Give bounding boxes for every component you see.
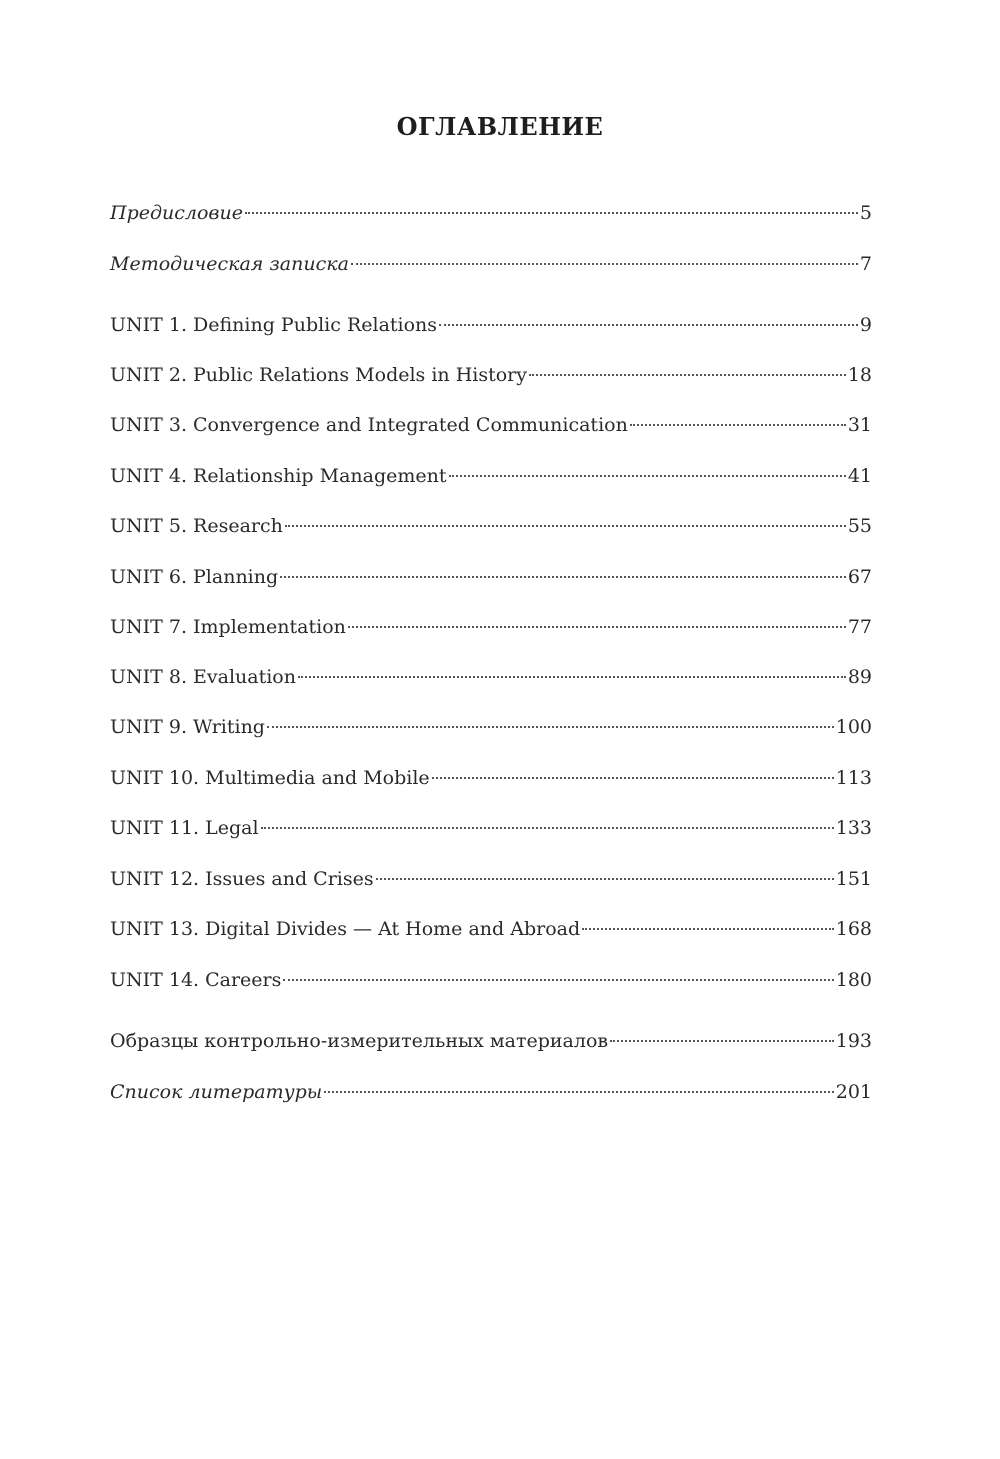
dot-leader bbox=[376, 878, 834, 880]
toc-entry-label: UNIT 11. Legal bbox=[110, 817, 259, 839]
toc-entry-page: 55 bbox=[847, 515, 872, 537]
toc-entry-unit-8[interactable] bbox=[110, 663, 872, 691]
toc-entry-label: UNIT 14. Careers bbox=[110, 969, 282, 991]
toc-entry-unit-10[interactable] bbox=[110, 764, 872, 792]
toc-entry-page: 77 bbox=[847, 616, 872, 638]
toc-entry-page: 89 bbox=[847, 666, 872, 688]
toc-entry-unit-11[interactable] bbox=[110, 814, 872, 842]
page-title: ОГЛАВЛЕНИЕ bbox=[396, 112, 604, 141]
toc-entry-page: 180 bbox=[835, 969, 872, 991]
toc-entry-unit-1[interactable] bbox=[110, 311, 872, 339]
dot-leader bbox=[261, 827, 834, 829]
toc-entry-label: UNIT 3. Convergence and Integrated Communication bbox=[110, 414, 628, 436]
toc-entry-label: UNIT 9. Writing bbox=[110, 716, 265, 738]
toc-entry-page: 9 bbox=[859, 314, 872, 336]
toc-entry-label: UNIT 5. Research bbox=[110, 515, 283, 537]
toc-entry-page: 151 bbox=[835, 868, 872, 890]
toc-entry-label: UNIT 10. Multimedia and Mobile bbox=[110, 767, 430, 789]
toc-entry-unit-14[interactable] bbox=[110, 966, 872, 994]
dot-leader bbox=[348, 626, 846, 628]
toc-entry-label: UNIT 4. Relationship Management bbox=[110, 465, 447, 487]
toc-entry-bibliography[interactable] bbox=[110, 1078, 872, 1106]
toc-entry-page: 133 bbox=[835, 817, 872, 839]
toc-entry-label: Список литературы bbox=[110, 1081, 323, 1103]
dot-leader bbox=[245, 212, 858, 214]
toc-entry-page: 201 bbox=[835, 1081, 872, 1103]
toc-entry-label: UNIT 6. Planning bbox=[110, 566, 279, 588]
toc-entry-page: 5 bbox=[859, 202, 872, 224]
toc-entry-page: 113 bbox=[835, 767, 872, 789]
toc-entry-page: 193 bbox=[835, 1030, 872, 1052]
dot-leader bbox=[529, 374, 846, 376]
dot-leader bbox=[298, 676, 846, 678]
toc-entry-page: 100 bbox=[835, 716, 872, 738]
toc-entry-unit-13[interactable] bbox=[110, 915, 872, 943]
toc-entry-unit-2[interactable] bbox=[110, 361, 872, 389]
toc-entry-page: 41 bbox=[847, 465, 872, 487]
dot-leader bbox=[283, 979, 833, 981]
toc-entry-unit-4[interactable] bbox=[110, 462, 872, 490]
toc-entry-label: UNIT 8. Evaluation bbox=[110, 666, 296, 688]
dot-leader bbox=[285, 525, 846, 527]
toc-entry-page: 168 bbox=[835, 918, 872, 940]
toc-entry-unit-12[interactable] bbox=[110, 865, 872, 893]
toc-entry-label: Образцы контрольно-измерительных материалов bbox=[110, 1030, 609, 1052]
dot-leader bbox=[351, 263, 858, 265]
toc-entry-unit-6[interactable] bbox=[110, 563, 872, 591]
dot-leader bbox=[449, 475, 846, 477]
toc-entry-label: UNIT 7. Implementation bbox=[110, 616, 346, 638]
table-of-contents bbox=[110, 0, 872, 1459]
dot-leader bbox=[610, 1040, 834, 1042]
dot-leader bbox=[432, 777, 834, 779]
toc-entry-label: Методическая записка bbox=[110, 253, 349, 275]
toc-entry-unit-7[interactable] bbox=[110, 613, 872, 641]
toc-entry-preface[interactable] bbox=[110, 199, 872, 227]
toc-entry-methodological-note[interactable] bbox=[110, 250, 872, 278]
toc-entry-page: 7 bbox=[859, 253, 872, 275]
dot-leader bbox=[439, 324, 858, 326]
dot-leader bbox=[324, 1091, 833, 1093]
toc-entry-assessment-materials[interactable] bbox=[110, 1027, 872, 1055]
toc-entry-label: UNIT 1. Defining Public Relations bbox=[110, 314, 438, 336]
toc-entry-label: UNIT 2. Public Relations Models in History bbox=[110, 364, 527, 386]
toc-entry-unit-5[interactable] bbox=[110, 512, 872, 540]
dot-leader bbox=[280, 576, 846, 578]
toc-entry-unit-9[interactable] bbox=[110, 713, 872, 741]
toc-entry-page: 18 bbox=[847, 364, 872, 386]
dot-leader bbox=[267, 726, 834, 728]
dot-leader bbox=[630, 424, 846, 426]
toc-entry-unit-3[interactable] bbox=[110, 411, 872, 439]
toc-entry-label: UNIT 13. Digital Divides — At Home and Abroad bbox=[110, 918, 581, 940]
toc-entry-page: 67 bbox=[847, 566, 872, 588]
toc-entry-page: 31 bbox=[847, 414, 872, 436]
toc-entry-label: Предисловие bbox=[110, 202, 243, 224]
dot-leader bbox=[582, 928, 834, 930]
toc-entry-label: UNIT 12. Issues and Crises bbox=[110, 868, 374, 890]
